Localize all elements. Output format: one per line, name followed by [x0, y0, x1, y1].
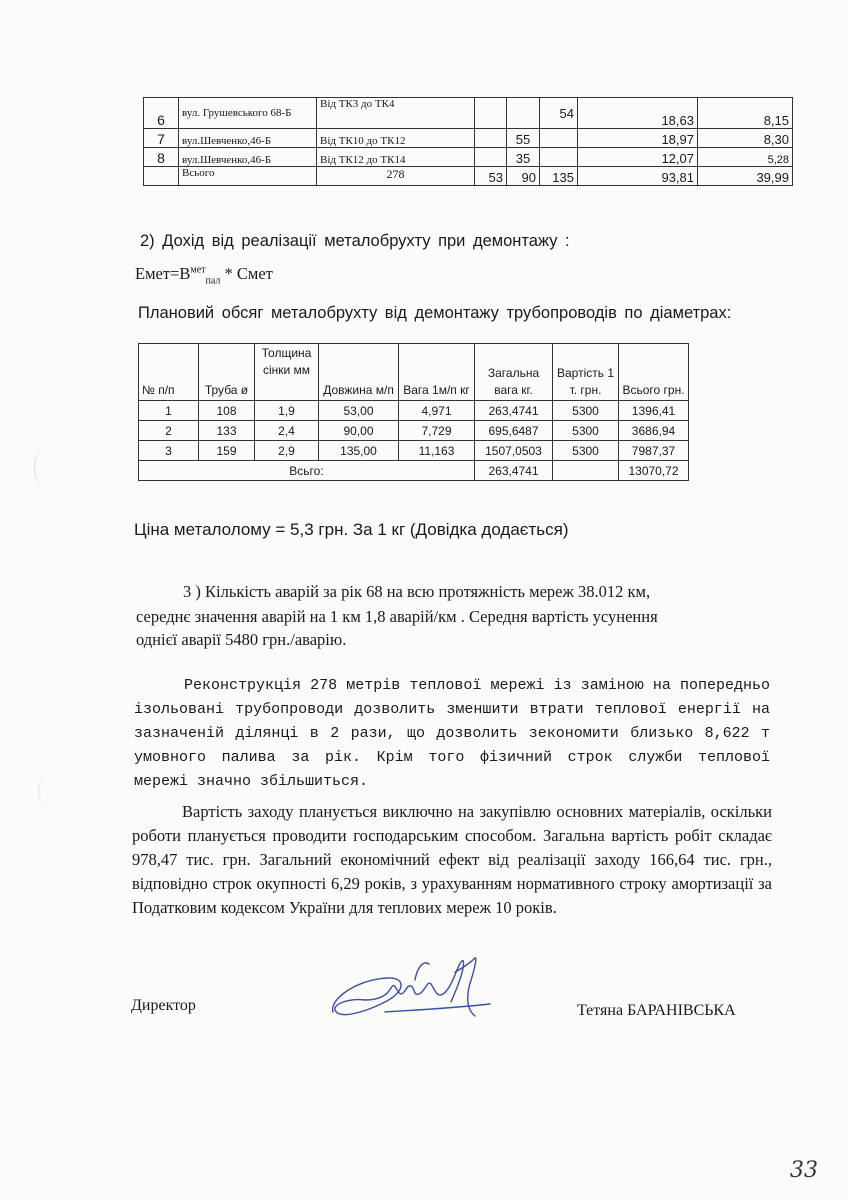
page-number: 33 — [790, 1158, 818, 1183]
table-row: 2 133 2,4 90,00 7,729 695,6487 5300 3686,94 — [139, 421, 689, 441]
table-row: 3 159 2,9 135,00 11,163 1507,0503 5300 7987,37 — [139, 441, 689, 461]
punch-hole-mark — [34, 448, 57, 488]
col-header: Вартість 1 т. грн. — [553, 344, 619, 401]
section3-line1: 3 ) Кількість аварій за рік 68 на всю протяжність мереж 38.012 км, — [183, 582, 651, 601]
scrap-table-title: Плановий обсяг металобрухту від демонтажу трубопроводів по діаметрах: — [138, 304, 732, 322]
table-row: 1 108 1,9 53,00 4,971 263,4741 5300 1396,41 — [139, 401, 689, 421]
signature-name: Тетяна БАРАНІВСЬКА — [577, 1002, 736, 1019]
table-header-row — [139, 344, 689, 401]
signature-role: Директор — [131, 997, 196, 1014]
table-total-row: Всього 278 53 90 135 93,81 39,99 — [144, 167, 793, 186]
heat-loss-table — [143, 97, 793, 186]
col-header: № п/п — [139, 344, 199, 401]
formula: $Емет=В^{мет}_{пал}$ * Смет — [135, 264, 273, 287]
section3-line2: середнє значення аварій на 1 км 1,8 аварій/км . Середня вартість усунення — [136, 607, 658, 626]
handwritten-signature — [325, 950, 515, 1040]
col-header: Всього грн. — [619, 344, 689, 401]
table-row: 6 вул. Грушевського 68-Б Від ТК3 до ТК4 54 18,63 8,15 — [144, 98, 793, 129]
col-header: Толщина сінки мм — [255, 344, 319, 401]
col-header: Вага 1м/п кг — [399, 344, 475, 401]
reconstruction-paragraph: Реконструкція 278 метрів теплової мережі із заміною на попередньо ізольовані трубопроводи дозволить зменшити втрати теплової енергії на зазначеній ділянці в 2 рази, що дозволить зекономити близько 8,622 т умовного палива за рік. Крім того фізичний строк служби теплової мережі значно збільшиться. — [134, 677, 770, 790]
scrap-table — [138, 343, 689, 481]
table-total-row: Всьго: 263,4741 13070,72 — [139, 461, 689, 481]
section2-heading: 2) Дохід від реалізації металобрухту при демонтажу : — [140, 232, 570, 250]
section3-line3: однієї аварії 5480 грн./аварію. — [136, 630, 347, 649]
table-row: 8 вул.Шевченко,46-Б Від ТК12 до ТК14 35 12,07 5,28 — [144, 148, 793, 167]
col-header: Довжина м/п — [319, 344, 399, 401]
cost-paragraph: Вартість заходу планується виключно на закупівлю основних матеріалів, оскільки роботи планується проводити господарським способом. Загальна вартість робіт складає 978,47 тис. грн. Загальний економічний ефект від реалізації заходу 166,64 тис. грн., відповідно строк окупності 6,29 років, з урахуванням нормативного строку амортизації за Податковим кодексом України для теплових мереж 10 років. — [132, 802, 772, 917]
col-header: Загальна вага кг. — [475, 344, 553, 401]
col-header: Труба ø — [199, 344, 255, 401]
punch-hole-mark — [38, 775, 59, 805]
table-row: 7 вул.Шевченко,46-Б Від ТК10 до ТК12 55 18,97 8,30 — [144, 129, 793, 148]
price-note: Ціна металолому = 5,3 грн. За 1 кг (Довідка додається) — [134, 520, 569, 539]
